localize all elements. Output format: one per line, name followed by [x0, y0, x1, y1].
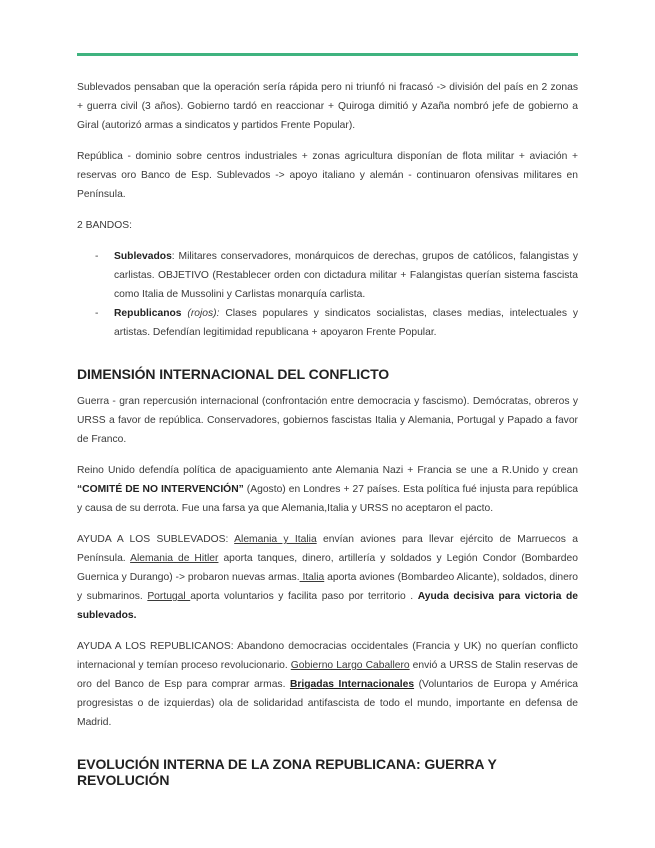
- intro-paragraph-2: República - dominio sobre centros industriales + zonas agricultura disponían de flota militar + aviación + reservas oro Banco de Esp. Sublevados -> apoyo italiano y alemán - continuaron ofensivas militares en Península.: [77, 151, 578, 200]
- text-run: (Voluntarios de Europa y América progresistas o de izquierdas) ola de solidaridad antifascista de todo el mundo, importante en defensa de Madrid.: [77, 679, 579, 728]
- aid-republicanos-paragraph: [77, 637, 578, 732]
- underlined-term: Gobierno Largo Caballero: [290, 660, 410, 671]
- underlined-term: Alemania de Hitler: [130, 553, 219, 564]
- bandos-heading: 2 BANDOS:: [77, 220, 132, 231]
- committee-name: “COMITÉ DE NO INTERVENCIÓN”: [77, 484, 244, 495]
- international-paragraph-1: Guerra - gran repercusión internacional (confrontación entre democracia y fascismo). Demócratas, obreros y URSS a favor de república. Conservadores, gobiernos fascistas Italia y Alemania, Portugal y Papado a favor de Franco.: [77, 396, 578, 445]
- text-run: aporta voluntarios y facilita paso por territorio .: [190, 591, 418, 602]
- text-run: Reino Unido defendía política de apaciguamiento ante Alemania Nazi + Francia se une a R.Unido y crean: [77, 465, 578, 476]
- bando-name: Sublevados: [114, 251, 172, 262]
- bando-name: Republicanos: [114, 308, 182, 319]
- underlined-term: Italia: [299, 572, 325, 583]
- underlined-term: Alemania y Italia: [234, 534, 317, 545]
- text-run: aporta aviones (Bombardeo Alicante), soldados, dinero y submarinos.: [77, 572, 578, 602]
- bandos-list: [77, 247, 578, 342]
- section-heading-international: DIMENSIÓN INTERNACIONAL DEL CONFLICTO: [77, 366, 390, 382]
- aid-sublevados-paragraph: [77, 530, 578, 625]
- text-run: AYUDA A LOS SUBLEVADOS:: [77, 534, 235, 545]
- bold-conclusion: Ayuda decisiva para victoria de sublevados.: [77, 591, 578, 621]
- section-heading-republican-zone: EVOLUCIÓN INTERNA DE LA ZONA REPUBLICANA: GUERRA Y REVOLUCIÓN: [77, 756, 497, 788]
- text-run: AYUDA A LOS REPUBLICANOS: Abandono democracias occidentales (Francia y UK) no querían conflicto internacional y temían proceso revolucionario.: [77, 641, 578, 671]
- document-body: [77, 78, 578, 798]
- bando-description: Clases populares y sindicatos socialistas, clases medias, intelectuales y artistas. Defendían legitimidad republicana + apoyaron Frente Popular.: [114, 308, 578, 338]
- text-run: envían aviones para llevar ejército de Marruecos a Península.: [77, 534, 578, 564]
- intro-paragraph-1: Sublevados pensaban que la operación sería rápida pero ni triunfó ni fracasó -> división del país en 2 zonas + guerra civil (3 años). Gobierno tardó en reaccionar + Quiroga dimitió y Azaña nombró jefe de gobierno a Giral (autorizó armas a sindicatos y partidos Frente Popular).: [77, 82, 578, 131]
- text-run: envió a URSS de Stalin reservas de oro del Banco de Esp para comprar armas.: [77, 660, 578, 690]
- list-item-sublevados: [77, 247, 578, 304]
- text-run: aporta tanques, dinero, artillería y soldados y Legión Condor (Bombardeo Guernica y Durango) -> probaron nuevas armas.: [77, 553, 578, 583]
- international-paragraph-2: [77, 461, 578, 518]
- bando-alias: (rojos):: [181, 308, 220, 319]
- text-run: (Agosto) en Londres + 27 países. Esta política fué injusta para república y causa de su derrota. Fue una farsa ya que Alemania,Italia y URSS no aceptaron el pacto.: [77, 484, 578, 514]
- list-item-republicanos: [77, 304, 578, 342]
- bold-underlined-term: Brigadas Internacionales: [289, 679, 415, 690]
- header-rule: [77, 53, 578, 56]
- list-dash: -: [95, 308, 99, 319]
- list-dash: -: [95, 251, 99, 262]
- bando-description: : Militares conservadores, monárquicos de derechas, grupos de católicos, falangistas y carlistas. OBJETIVO (Restablecer orden con dictadura militar + Falangistas querían sistema fascista como Italia de Mussolini y Carlistas monarquía carlista.: [114, 251, 578, 300]
- underlined-term: Portugal: [147, 591, 191, 602]
